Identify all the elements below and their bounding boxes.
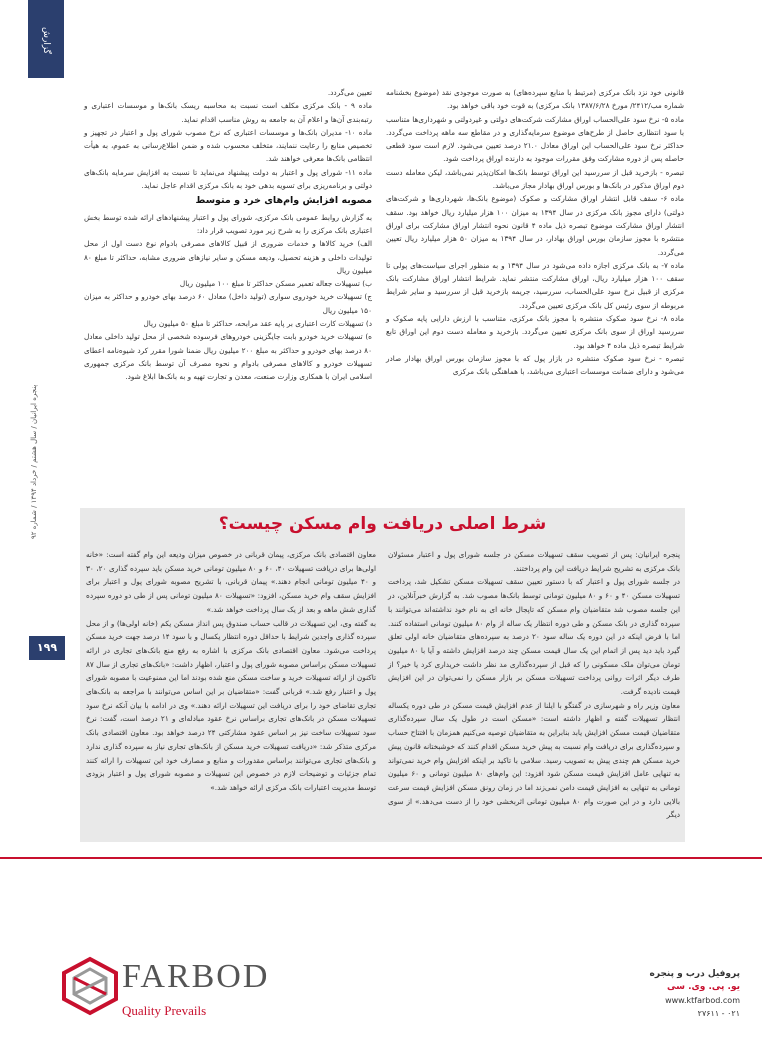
product-line: پروفیل درب و پنجره (649, 969, 740, 979)
article-column-left (84, 86, 372, 384)
box-column-left (86, 548, 376, 795)
paragraph: معاون اقتصادی بانک مرکزی، پیمان قربانی در خصوص میزان ودیعه این وام گفته است: «خانه اولی‌ها برای دریافت تسهیلات ۴۰، ۶۰ و ۸۰ میلیون تومانی خرید مسکن باید سپرده گذاری ۲۰، ۳۰ و ۴۰ میلیون تومانی انجام دهند.» پیمان قربانی، با تشریح مصوبه شورای پول و اعتبار برای افزایش سقف وام خرید مسکن، افزود: «تسهیلات ۸۰ میلیون تومانی پس از طی دو دوره سپرده گذاری شش ماهه و بعد از یک سال پرداخت خواهد شد.» (86, 550, 377, 614)
farbod-logo-icon (60, 955, 120, 1017)
paragraph: به گزارش روابط عمومی بانک مرکزی، شورای پول و اعتبار پیشنهادهای ارائه شده توسط بخش اعتباری بانک مرکزی را به شرح زیر مورد تصویب قرار داد: (84, 212, 372, 235)
paragraph: قانونی خود نزد بانک مرکزی (مرتبط با منابع سپرده‌های) به صورت موجودی نقد (موضوع بخشنامه شماره مب/۲۴۱۲/ مورخ ۱۳۸۷/۶/۲۸ بانک مرکزی) به قوت خود باقی خواهد بود. (386, 88, 684, 111)
paragraph: به گفته وی، این تسهیلات در قالب حساب صندوق پس انداز مسکن یکم (خانه اولی‌ها) و از محل سپرده گذاری واجدین شرایط با حداقل دوره انتظار یکسال و با سود ۱۴ درصد جهت خرید مسکن پرداخت می‌شود. معاون اقتصادی بانک مرکزی با اشاره به رفع منع بانک‌های تجاری در ارائه تسهیلات مسکن براساس مصوبه شورای پول و اعتبار، اظهار داشت: «بانک‌های تجاری از سال ۸۷ تاکنون از ارائه تسهیلات خرید و ساخت مسکن منع شده بودند اما این ممنوعیت با مصوبه شورای پول و اعتبار رفع شد.» قربانی گفت: «متقاضیان بر این اساس می‌توانند با مراجعه به بانک‌های تجاری تقاضای خود را برای دریافت این تسهیلات ارائه دهند.» وی در ادامه با بیان آنکه نرخ سود تسهیلات مسکن در بانک‌های تجاری براساس نرخ عقود مبادله‌ای و ۲۱ درصد است، گفت: نرخ سود تسهیلات ساخت نیز بر اساس عقود مشارکتی ۲۴ درصد خواهد بود. معاون اقتصادی بانک مرکزی متذکر شد: «دریافت تسهیلات خرید مسکن از بانک‌های تجاری نیاز به سپرده گذاری ندارد و بانک‌های تجاری می‌توانند براساس مقدورات و منابع و مصارف خود این تسهیلات را ارائه کنند تمام جزئیات و توضیحات لازم در خصوص این تسهیلات و مصوبه شورای پول و اعتبار بزودی توسط مدیریت اعتبارات بانک مرکزی ارائه خواهد شد.» (86, 618, 376, 792)
website: www.ktfarbod.com (665, 996, 740, 1005)
page-number: ۱۹۹ (29, 636, 65, 660)
paragraph: تبصره - بازخرید قبل از سررسید این اوراق توسط بانک‌ها امکان‌پذیر نمی‌باشد، لیکن معامله دست دوم اوراق مذکور در بانک‌ها و بورس اوراق بهادار مجاز می‌باشد. (386, 167, 684, 191)
paragraph: پنجره ایرانیان: پس از تصویب سقف تسهیلات مسکن در جلسه شورای پول و اعتبار مسئولان بانک مرکزی به تشریح شرایط دریافت این وام پرداختند. (388, 550, 680, 573)
phone: ۰۲۱ - ۲۷۶۱۱ (697, 1009, 740, 1018)
brand-name: FARBOD (122, 958, 270, 995)
paragraph: ماده ۹ - بانک مرکزی مکلف است نسبت به محاسبه ریسک بانک‌ها و موسسات اعتباری و رتبه‌بندی آن‌ها و اعلام آن به جامعه به روش مناسب اقدام نماید. (84, 101, 372, 124)
footer-info (650, 968, 740, 1020)
paragraph: ماده ۱۱- شورای پول و اعتبار به دولت پیشنهاد می‌نماید تا نسبت به افزایش سرمایه بانک‌های دولتی و برنامه‌ریزی برای تسویه بدهی خود به بانک مرکزی اقدام عاجل نماید. (84, 167, 372, 191)
issue-caption: پنجره ایرانیان / سال هشتم / خرداد ۱۳۹۴ / شماره ۹۲ (30, 385, 38, 540)
footer-divider (0, 857, 762, 859)
section-tab-label: گزارش (41, 27, 51, 55)
paragraph: ج) تسهیلات خرید خودروی سواری (تولید داخل) معادل ۶۰ درصد بهای خودرو و حداکثر به میزان ۱۵۰ میلیون ریال (84, 292, 372, 315)
product-types: یو. پی. وی. سی (667, 982, 740, 992)
paragraph: ماده ۶- سقف قابل انتشار اوراق مشارکت و صکوک (موضوع بانک‌ها، شهرداری‌ها و شرکت‌های دولتی) دارای مجوز بانک مرکزی در سال ۱۳۹۴ به میزان ۱۰۰ هزار میلیارد ریال خواهد بود. سقف انتشار اوراق مشارکت موضوع تبصره ذیل ماده ۴ قانون نحوه انتشار اوراق مشارکت برای اوراق منتشره با مجوز سازمان بورس اوراق بهادار، در سال ۱۳۹۴ به میزان ۵۰ هزار میلیارد ریال تعیین می‌گردد. (386, 194, 684, 257)
box-column-right (388, 548, 680, 822)
paragraph: تعیین می‌گردد. (327, 88, 372, 97)
paragraph: ماده ۵- نرخ سود علی‌الحساب اوراق مشارکت شرکت‌های دولتی و غیردولتی و شهرداری‌ها متناسب با سود انتظاری حاصل از طرح‌های موضوع سرمایه‌گذاری و در مقاطع سه ماهه پرداخت می‌گردد. حداکثر نرخ سود علی‌الحساب این اوراق معادل ۲۱.۰ درصد تعیین می‌شود. لازم است سود قطعی حاصله پس از دوره مشارکت وفق مقررات موجود به دارنده اوراق پرداخت شود. (386, 114, 684, 164)
paragraph: ماده ۷- به بانک مرکزی اجازه داده می‌شود در سال ۱۳۹۴ و به منظور اجرای سیاست‌های پولی تا سقف ۱۰۰ هزار میلیارد ریال، اوراق مشارکت منتشر نماید. شرایط انتشار اوراق مشارکت بانک مرکزی از قبیل نرخ سود علی‌الحساب، سررسید، جریمه بازخرید قبل از سررسید و سایر شرایط مربوطه از سوی رئیس کل بانک مرکزی تعیین می‌گردد. (386, 260, 684, 310)
paragraph: در جلسه شورای پول و اعتبار که با دستور تعیین سقف تسهیلات مسکن تشکیل شد، پرداخت تسهیلات مسکن ۴۰ و ۶۰ و ۸۰ میلیون تومانی توسط بانک‌ها مصوب شد. به گزارش خبرآنلاین، در این جلسه مصوب شد متقاضیان وام مسکن که تاپجال خانه ای به نام خود نداشته‌اند می‌توانند با سپرده گذاری در بانک مسکن و طی دوره انتظار یک ساله از وام ۸۰ میلیون تومانی استفاده کنند. اما با فرض اینکه در این دوره یک ساله سود ۲۰ درصد به سپرده‌های متقاضیان خانه اولی تعلق گیرد باید دید پس از اتمام این یک سال قیمت مسکن چند درصد افزایش داشته و آیا با ۸۰ میلیون تومان می‌توان ملک مسکونی را که قبل از سپرده‌گذاری مد نظر داشت خریداری کرد یا خیر؟ از طرف دیگر اثرات روانی پرداخت تسهیلات مسکن بر بازار مسکن را نمی‌توان در این افزایش قیمت نادیده گرفت. (388, 577, 681, 697)
paragraph: معاون وزیر راه و شهرسازی در گفتگو با ایلنا از عدم افزایش قیمت مسکن در طی دوره یکساله انتظار تسهیلات گفته و اظهار داشته است: «مسکن است در طول یک سال سپرده‌گذاری متقاضیان قیمت مسکن افزایش یابد بنابراین به متقاضیان توصیه می‌کنیم همزمان با افتتاح حساب و سپرده‌گذاری برای دریافت وام نسبت به پیش خرید مسکن اقدام کنند که خوشبختانه قانون پیش خرید مسکن هم چندی پیش به تصویب رسید. سلامی با تاکید بر اینکه افزایش وام خرید نمی‌تواند به تنهایی عامل افزایش قیمت مسکن شود افزود: این وام‌های ۸۰ میلیون تومانی و ۶۰ میلیون تومانی به تنهایی به افزایش قیمت دامن نمی‌زند اما در زمان رونق مسکن افزایش قیمت سرعت بالایی دارد و در این صورت وام ۸۰ میلیون تومانی اثربخشی خود را از دست می‌دهد.» از سوی دیگر (388, 700, 680, 820)
paragraph: الف) خرید کالاها و خدمات ضروری از قبیل کالاهای مصرفی بادوام نوع دست اول از محل تولیدات داخلی و هزینه تحصیل، ودیعه مسکن و سایر نیازهای ضروری مشابه، حداکثر تا مبلغ ۸۰ میلیون ریال (84, 239, 372, 275)
box-title: شرط اصلی دریافت وام مسکن چیست؟ (218, 514, 547, 534)
paragraph: ب) تسهیلات جعاله تعمیر مسکن حداکثر تا مبلغ ۱۰۰ میلیون ریال (179, 279, 372, 289)
article-column-right (386, 86, 684, 379)
paragraph: ه) تسهیلات خرید خودرو بابت جایگزینی خودروهای فرسوده شخصی از محل تولید داخلی معادل ۸۰ درصد بهای خودرو و حداکثر به مبلغ ۲۰۰ میلیون ریال ضمنا شورا مقرر کرد شیوه‌نامه اعطای تسهیلات خودرو و کالاهای مصرفی بادوام و نحوه مصرف آن توسط بانک مرکزی جمهوری اسلامی ایران با همکاری وزارت صنعت، معدن و تجارت تهیه و به بانک‌ها ابلاغ شود. (84, 332, 372, 382)
brand-tagline: Quality Prevails (122, 1003, 207, 1018)
paragraph: تبصره - نرخ سود صکوک منتشره در بازار پول که با مجوز سازمان بورس اوراق بهادار صادر می‌شود و دارای ضمانت موسسات اعتباری می‌باشد، با هماهنگی بانک مرکزی (386, 353, 684, 377)
section-tab (28, 0, 64, 78)
paragraph: ماده ۸- نرخ سود صکوک منتشره با مجوز بانک مرکزی، متناسب با ارزش دارایی پایه صکوک و سررسید اوراق از سوی بانک مرکزی تعیین می‌گردد. بازخرید و معامله دست دوم این اوراق تابع شرایط تبصره ذیل ماده ۴ خواهد بود. (386, 314, 684, 350)
section-heading: مصوبه افزایش وام‌های خرد و متوسط (195, 195, 372, 207)
paragraph: د) تسهیلات کارت اعتباری بر پایه عقد مرابحه، حداکثر تا مبلغ ۵۰ میلیون ریال (143, 319, 372, 329)
paragraph: ماده ۱۰- مدیران بانک‌ها و موسسات اعتباری که نرخ مصوب شورای پول و اعتبار در تجهیز و تخصیص منابع را رعایت ننمایند، متخلف محسوب شده و ضمن اطلاع‌رسانی به عموم، به هیأت انتظامی بانک‌ها معرفی خواهند شد. (84, 127, 372, 164)
